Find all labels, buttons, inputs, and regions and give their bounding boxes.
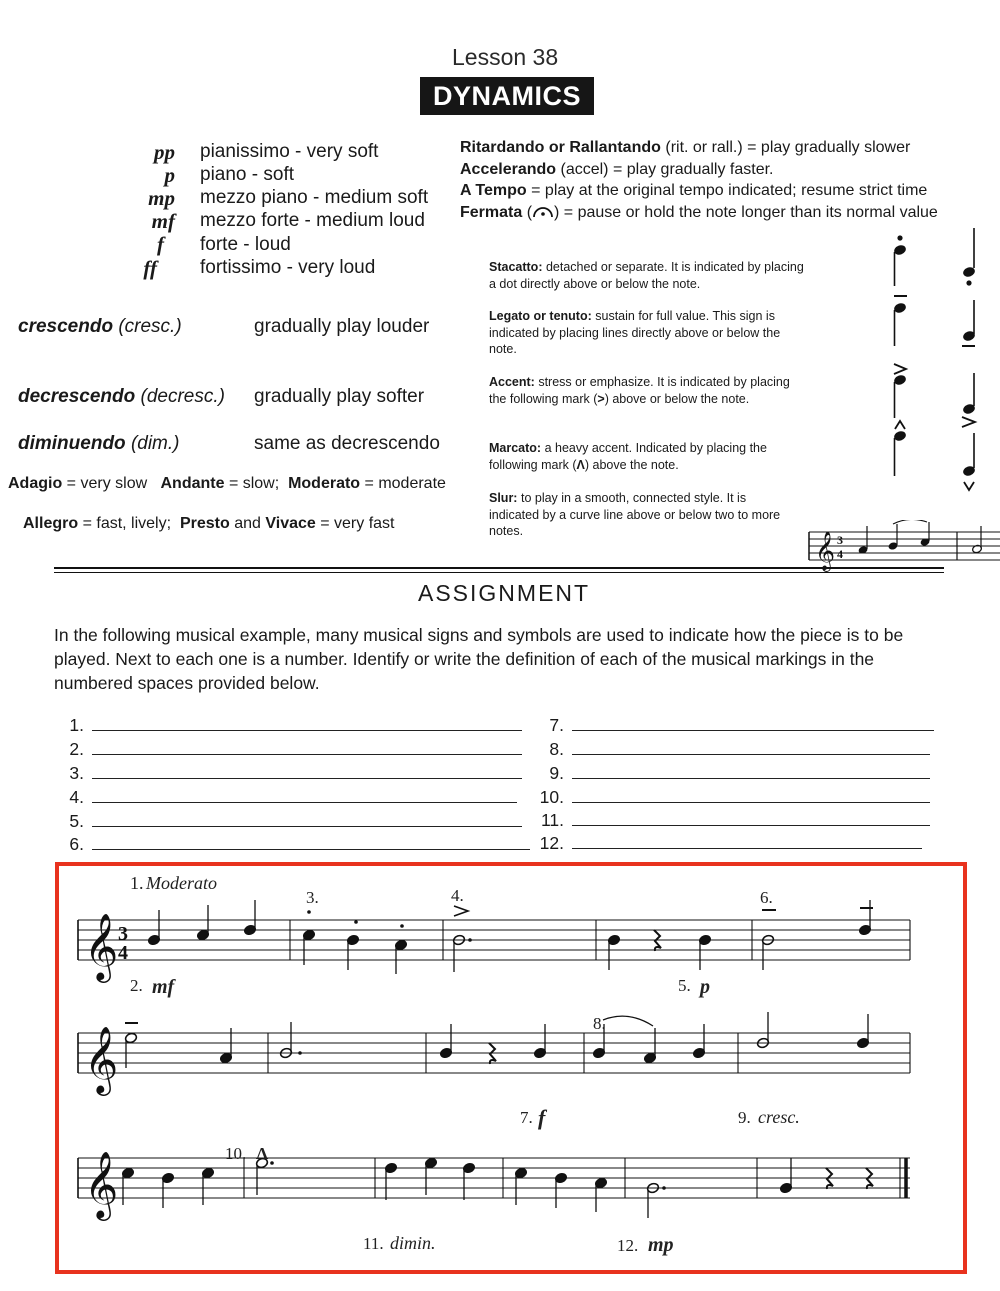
staff-1-notes <box>147 900 873 974</box>
answer-row <box>54 834 530 855</box>
accent-note-icon <box>962 373 976 427</box>
term-name: decrescendo <box>18 386 136 407</box>
accent-note-icon <box>893 364 907 418</box>
tempo-def: and <box>234 515 261 532</box>
answer-number: 11. <box>540 810 564 830</box>
marking-2-text: mf <box>152 976 175 998</box>
marking-2-number: 2. <box>130 976 143 995</box>
articulation-desc: to play in a smooth, connected style. It is indicated by a curve line above or below two to more notes. <box>489 491 781 538</box>
articulation-examples <box>880 228 990 558</box>
articulation-desc: ) above or below the note. <box>604 391 750 406</box>
answer-line[interactable] <box>572 812 930 826</box>
tempo-name: Vivace <box>265 515 316 532</box>
term-name: diminuendo <box>18 433 126 454</box>
tempo-name: Adagio <box>8 475 63 492</box>
marking-12-number: 12. <box>617 1236 639 1255</box>
staff-1 <box>78 920 910 960</box>
articulation-name: Slur: <box>489 491 518 505</box>
answer-row <box>54 787 517 808</box>
term-abbr: (dim.) <box>130 433 180 454</box>
term-def: ( <box>526 204 533 221</box>
section-divider <box>54 567 944 569</box>
term-def: same as decrescendo <box>254 433 440 454</box>
dynamic-def: forte - loud <box>200 234 291 255</box>
treble-clef-icon: 𝄞 <box>84 1152 119 1217</box>
slur-example-staff <box>805 520 1000 572</box>
articulation-name: Marcato: <box>489 441 542 455</box>
dynamic-abbr: f <box>157 232 164 256</box>
answer-number: 2. <box>69 739 84 759</box>
term-name: A Tempo <box>460 182 527 199</box>
answer-line[interactable] <box>572 835 922 849</box>
answer-number: 4. <box>69 787 84 807</box>
answer-row <box>54 739 522 760</box>
tenuto-note-icon <box>893 296 907 346</box>
marking-5-number: 5. <box>678 976 691 995</box>
music-score <box>0 860 1000 1280</box>
dynamic-abbr: p <box>164 163 175 187</box>
time-signature-top: 3 <box>118 923 128 945</box>
answer-line[interactable] <box>572 741 930 755</box>
answer-row <box>54 811 522 832</box>
marcato-note-icon <box>962 433 976 490</box>
term-def: (rit. or rall.) = play gradually slower <box>665 139 911 156</box>
marking-9-text: cresc. <box>758 1107 800 1127</box>
tempo-def: = fast, lively; <box>82 515 172 532</box>
answer-line[interactable] <box>92 836 530 850</box>
treble-clef-icon: 𝄞 <box>84 914 119 979</box>
lesson-number: Lesson 38 <box>452 44 559 70</box>
slur-mark <box>603 1016 653 1026</box>
answer-line[interactable] <box>92 813 522 827</box>
dynamic-def: piano - soft <box>200 164 294 185</box>
answer-number: 3. <box>69 763 84 783</box>
marking-1-text: Moderato <box>146 873 217 893</box>
staff-2-notes <box>124 1012 869 1068</box>
answer-number: 1. <box>69 715 84 735</box>
answer-row <box>534 833 922 854</box>
term-a-tempo <box>460 182 927 200</box>
term-ritardando <box>460 139 910 157</box>
marking-11-text: dimin. <box>390 1233 436 1253</box>
marking-12-text: mp <box>648 1234 674 1256</box>
tempo-name: Presto <box>179 515 230 532</box>
marking-1-number: 1. <box>130 873 144 893</box>
term-abbr: (cresc.) <box>118 316 182 337</box>
marking-10-number: 10. <box>225 1144 247 1163</box>
answer-row <box>534 739 930 760</box>
answer-number: 10. <box>539 787 564 807</box>
term-name: Ritardando or Rallantando <box>460 139 661 156</box>
section-divider <box>54 572 944 573</box>
assignment-instructions: In the following musical example, many musical signs and symbols are used to indicate how the piece is to be played. Next to each one is a number. Identify or write the definition of each of the musical markings in the numbered spaces provided below. <box>54 625 904 693</box>
articulation-accent <box>489 374 804 407</box>
marking-9-number: 9. <box>738 1108 751 1127</box>
term-fermata <box>460 203 938 222</box>
svg-text:4: 4 <box>837 547 843 561</box>
answer-line[interactable] <box>572 789 930 803</box>
term-name: Fermata <box>460 204 523 221</box>
dynamic-def: pianissimo - very soft <box>200 141 379 162</box>
answer-line[interactable] <box>572 765 930 779</box>
term-crescendo <box>18 316 182 338</box>
tempo-name: Allegro <box>23 515 79 532</box>
answer-line[interactable] <box>92 789 517 803</box>
dynamic-abbr: pp <box>154 140 175 164</box>
articulation-name: Accent: <box>489 375 535 389</box>
articulation-name: Stacatto: <box>489 260 543 274</box>
articulation-desc: ) above the note. <box>584 457 679 472</box>
term-def: gradually play louder <box>254 316 430 337</box>
answer-number: 9. <box>549 763 564 783</box>
assignment-title: ASSIGNMENT <box>418 580 591 606</box>
articulation-desc: detached or separate. It is indicated by placing a dot directly above or below the note. <box>489 260 804 291</box>
answer-number: 7. <box>549 715 564 735</box>
term-def: ) = pause or hold the note longer than its normal value <box>554 204 938 221</box>
marking-10-text: Λ <box>256 1144 269 1163</box>
marcato-note-icon <box>893 421 907 476</box>
treble-clef-icon: 𝄞 <box>815 533 836 570</box>
term-accelerando <box>460 161 774 179</box>
term-name: Accelerando <box>460 161 557 178</box>
marking-11-number: 11. <box>363 1234 384 1253</box>
answer-number: 8. <box>549 739 564 759</box>
tempo-def: = very slow <box>66 475 148 492</box>
marking-7-text: f <box>538 1105 546 1130</box>
answer-row <box>54 715 522 736</box>
accent-icon: > <box>597 391 605 406</box>
tenuto-note-icon <box>962 300 976 346</box>
articulation-staccato <box>489 259 809 292</box>
answer-row <box>534 787 930 808</box>
marking-4-number: 4. <box>451 886 464 905</box>
answer-row <box>534 810 930 831</box>
tempo-def: = slow; <box>228 475 280 492</box>
answer-line[interactable] <box>92 717 522 731</box>
articulation-name: Legato or tenuto: <box>489 309 592 323</box>
term-def: gradually play softer <box>254 386 425 407</box>
marking-5-text: p <box>700 976 710 998</box>
tempo-name: Andante <box>160 475 225 492</box>
dynamic-def: mezzo forte - medium loud <box>200 210 425 231</box>
answer-line[interactable] <box>92 741 522 755</box>
tempo-def: = very fast <box>320 515 395 532</box>
treble-clef-icon: 𝄞 <box>84 1027 119 1092</box>
marking-6-number: 6. <box>760 888 773 907</box>
tempo-line-2 <box>23 515 394 533</box>
dynamic-abbr: mp <box>148 186 175 210</box>
answer-number: 6. <box>69 834 84 854</box>
tempo-line-1 <box>8 475 446 493</box>
marking-3-number: 3. <box>306 888 319 907</box>
answer-row <box>54 763 522 784</box>
term-decrescendo <box>18 386 225 408</box>
answer-number: 12. <box>539 833 564 853</box>
marking-7-number: 7. <box>520 1108 533 1127</box>
staff-2 <box>78 1033 910 1073</box>
page-title: DYNAMICS <box>420 77 594 115</box>
time-signature-bottom: 4 <box>118 942 128 964</box>
articulation-legato <box>489 308 809 358</box>
dynamic-def: mezzo piano - medium soft <box>200 187 429 208</box>
svg-text:3: 3 <box>837 533 843 547</box>
answer-line[interactable] <box>572 717 934 731</box>
term-def: (accel) = play gradually faster. <box>560 161 774 178</box>
term-abbr: (decresc.) <box>140 386 225 407</box>
answer-number: 5. <box>69 811 84 831</box>
marking-8-number: 8. <box>593 1014 606 1033</box>
articulation-marcato <box>489 440 809 473</box>
dynamic-def: fortissimo - very loud <box>200 257 376 278</box>
term-def: = play at the original tempo indicated; resume strict time <box>531 182 928 199</box>
tempo-name: Moderato <box>288 475 361 492</box>
answer-row <box>534 763 930 784</box>
term-diminuendo <box>18 433 180 455</box>
answer-line[interactable] <box>92 765 522 779</box>
tempo-def: = moderate <box>364 475 446 492</box>
dynamic-abbr: ff <box>143 256 157 280</box>
fermata-icon <box>532 203 554 219</box>
articulation-desc: stress or emphasize. It is indicated by placing the following mark ( <box>489 375 790 406</box>
staccato-note-icon <box>893 235 907 286</box>
articulation-desc: a heavy accent. Indicated by placing the following mark ( <box>489 441 767 472</box>
staccato-note-icon <box>962 228 976 286</box>
answer-row <box>534 715 934 736</box>
marcato-icon: Λ <box>576 457 585 472</box>
articulation-desc: sustain for full value. This sign is indicated by placing lines directly above or below the note. <box>489 309 781 356</box>
term-name: crescendo <box>18 316 114 337</box>
articulation-slur <box>489 490 794 540</box>
dynamic-abbr: mf <box>151 209 175 233</box>
